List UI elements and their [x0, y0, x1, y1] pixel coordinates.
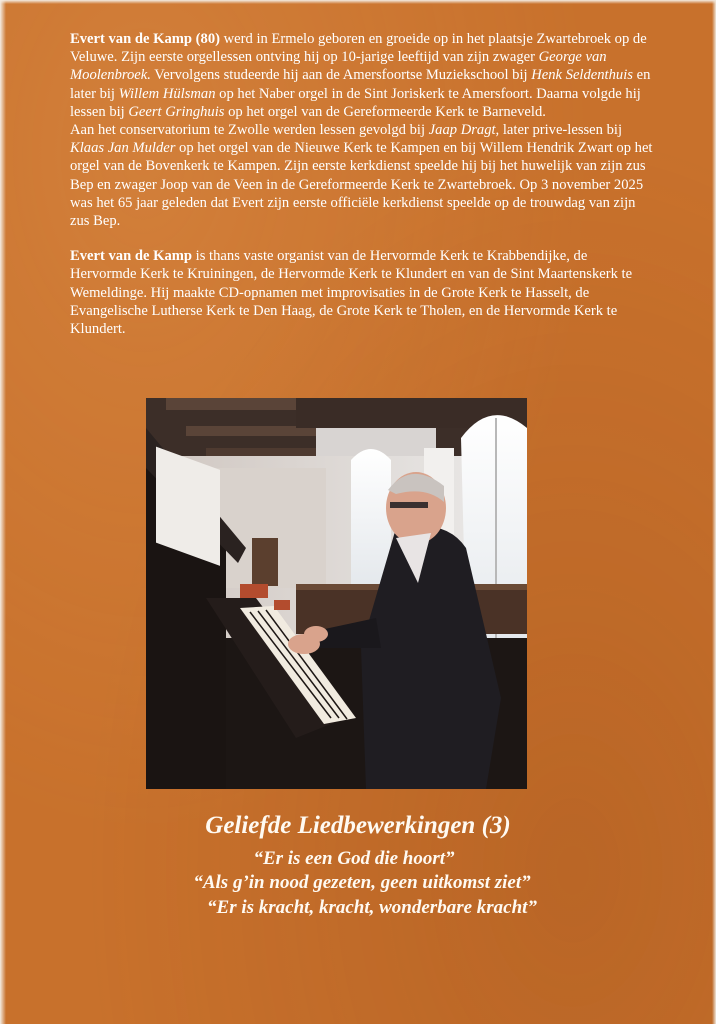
hymn-title-3: “Er is kracht, kracht, wonderbare kracht”: [207, 897, 537, 918]
hymn-title-1: “Er is een God die hoort”: [253, 848, 455, 869]
bio-text: Aan het conservatorium te Zwolle werden lessen gevolgd bij: [70, 122, 429, 139]
bio-text: werd in Ermelo geboren en groeide op in het plaatsje Zwartebroek op de Veluwe. Zijn eerste orgellessen ontving hij op 10-jarige leeftijd van zijn zwager: [70, 31, 647, 66]
bio-text: op het orgel van de Gereformeerde Kerk te Barneveld.: [224, 103, 546, 120]
bio-text: Vervolgens studeerde hij aan de Amersfoortse Muziekschool bij: [150, 67, 532, 84]
teacher-name: Geert Gringhuis: [128, 103, 225, 120]
scan-edge: [712, 0, 716, 1024]
caption-title: Geliefde Liedbewerkingen (3): [205, 812, 511, 839]
teacher-name: Jaap Dragt,: [428, 122, 500, 139]
scan-edge: [0, 0, 716, 4]
organist-name-age: Evert van de Kamp (80): [70, 31, 220, 47]
organist-photo: [146, 398, 527, 789]
bio-text: op het orgel van de Nieuwe Kerk te Kampen en bij Willem Hendrik Zwart op het orgel van de Bovenkerk te Kampen. Zijn eerste kerkdienst speelde hij bij het huwelijk van zijn zus Bep en zwager Joop van de Veen in de Gereformeerde Kerk te Zwartebroek. Op 3 november 2025 was het 65 jaar geleden dat Evert zijn eerste officiële kerkdienst speelde op de trouwdag van zijn zus Bep.: [70, 140, 653, 230]
scan-edge: [0, 0, 6, 1024]
biography-text: [70, 30, 655, 355]
bio-text: en later bij: [70, 67, 651, 102]
bio-paragraph-1: [70, 30, 655, 230]
bio-text: is thans vaste organist van de Hervormde Kerk te Krabbendijke, de Hervormde Kerk te Kruiningen, de Hervormde Kerk te Klundert en van de Sint Maartenskerk te Wemeldinge. Hij maakte CD-opnamen met improvisaties in de Grote Kerk te Hasselt, de Evangelische Lutherse Kerk te Den Haag, de Grote Kerk te Tholen, en de Hervormde Kerk te Klundert.: [70, 248, 633, 338]
teacher-name: George van Moolenbroek.: [70, 49, 607, 84]
teacher-name: Willem Hülsman: [118, 85, 216, 102]
bio-paragraph-2: [70, 247, 655, 338]
bio-text: later prive-lessen bij: [499, 122, 623, 139]
organist-name: Evert van de Kamp: [70, 248, 193, 265]
teacher-name: Klaas Jan Mulder: [70, 140, 176, 157]
teacher-name: Henk Seldenthuis: [531, 67, 633, 84]
organist-at-console-illustration: [146, 398, 527, 789]
bio-text: op het Naber orgel in de Sint Joriskerk te Amersfoort. Daarna volgde hij lessen bij: [70, 85, 641, 120]
hymn-title-2: “Als g’in nood gezeten, geen uitkomst ziet”: [193, 872, 531, 893]
